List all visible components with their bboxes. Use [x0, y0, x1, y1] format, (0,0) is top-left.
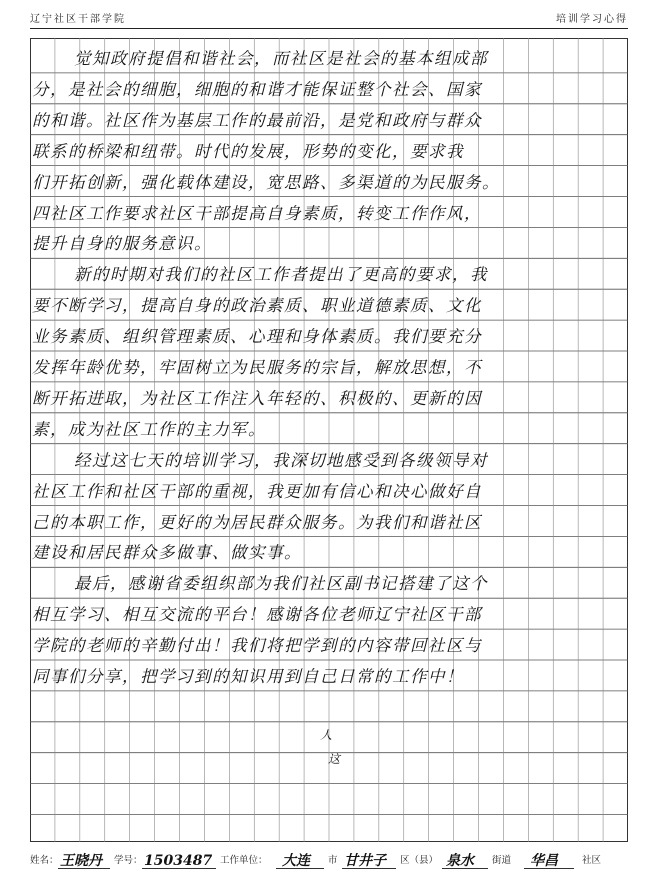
district-value: 甘井子 — [344, 853, 386, 869]
street-underline — [442, 868, 488, 869]
id-label: 学号： — [114, 855, 143, 866]
text-line: 社区工作和社区干部的重视，我更加有信心和决心做好自 — [32, 481, 482, 501]
text-line: 们开拓创新，强化载体建设，宽思路、多渠道的为民服务。 — [32, 172, 500, 192]
text-line: 觉知政府提倡和谐社会，而社区是社会的基本组成部 — [74, 49, 488, 68]
header-page-title: 培训学习心得 — [556, 14, 628, 25]
unit-label: 工作单位： — [220, 855, 268, 866]
text-line: 己的本职工作，更好的为居民群众服务。为我们和谐社区 — [32, 512, 482, 532]
text-line: 建设和居民群众多做事、做实事。 — [32, 543, 302, 563]
insert-word-mark: 这 — [328, 752, 341, 766]
text-line: 新的时期对我们的社区工作者提出了更高的要求，我 — [74, 265, 488, 285]
text-line: 发挥年龄优势，牢固树立为民服务的宗旨，解放思想，不 — [32, 358, 482, 377]
city-underline — [276, 868, 324, 869]
text-line: 同事们分享，把学习到的知识用到自己日常的工作中！ — [32, 667, 464, 686]
text-line: 要不断学习，提高自身的政治素质、职业道德素质、文化 — [32, 296, 482, 316]
header-rule — [30, 28, 628, 29]
insert-caret-mark: 人 — [320, 728, 333, 742]
text-line: 联系的桥梁和纽带。时代的发展，形势的变化，要求我 — [32, 141, 464, 161]
street-value: 泉水 — [446, 853, 474, 869]
community-value: 华昌 — [530, 853, 558, 869]
id-underline — [142, 868, 216, 869]
text-line: 素，成为社区工作的主力军。 — [32, 419, 266, 439]
writing-grid — [30, 38, 628, 842]
city-label: 市 — [328, 855, 338, 866]
text-line: 断开拓进取，为社区工作注入年轻的、积极的、更新的因 — [32, 388, 482, 408]
text-line: 四社区工作要求社区干部提高自身素质，转变工作作风， — [32, 203, 482, 223]
name-label: 姓名： — [30, 855, 59, 866]
community-underline — [524, 868, 574, 869]
district-underline — [342, 868, 396, 869]
text-line: 业务素质、组织管理素质、心理和身体素质。我们要充分 — [32, 327, 482, 347]
district-label: 区（县） — [400, 855, 439, 866]
community-label: 社区 — [582, 855, 602, 866]
text-line: 最后，感谢省委组织部为我们社区副书记搭建了这个 — [74, 574, 488, 594]
street-label: 街道 — [492, 855, 512, 866]
text-line: 分，是社会的细胞，细胞的和谐才能保证整个社会、国家 — [32, 79, 482, 99]
name-underline — [58, 868, 110, 869]
text-line: 提升自身的服务意识。 — [32, 234, 212, 254]
text-line: 学院的老师的辛勤付出！我们将把学到的内容带回社区与 — [32, 636, 482, 656]
text-line: 相互学习、相互交流的平台！感谢各位老师辽宁社区干部 — [32, 605, 482, 625]
header-school-name: 辽宁社区干部学院 — [30, 14, 126, 25]
name-value: 王晓丹 — [60, 853, 102, 869]
text-line: 经过这七天的培训学习，我深切地感受到各级领导对 — [74, 450, 488, 470]
id-value: 1503487 — [144, 853, 213, 869]
city-value: 大连 — [282, 853, 310, 869]
text-line: 的和谐。社区作为基层工作的最前沿，是党和政府与群众 — [32, 110, 482, 130]
footer-info — [30, 850, 628, 872]
